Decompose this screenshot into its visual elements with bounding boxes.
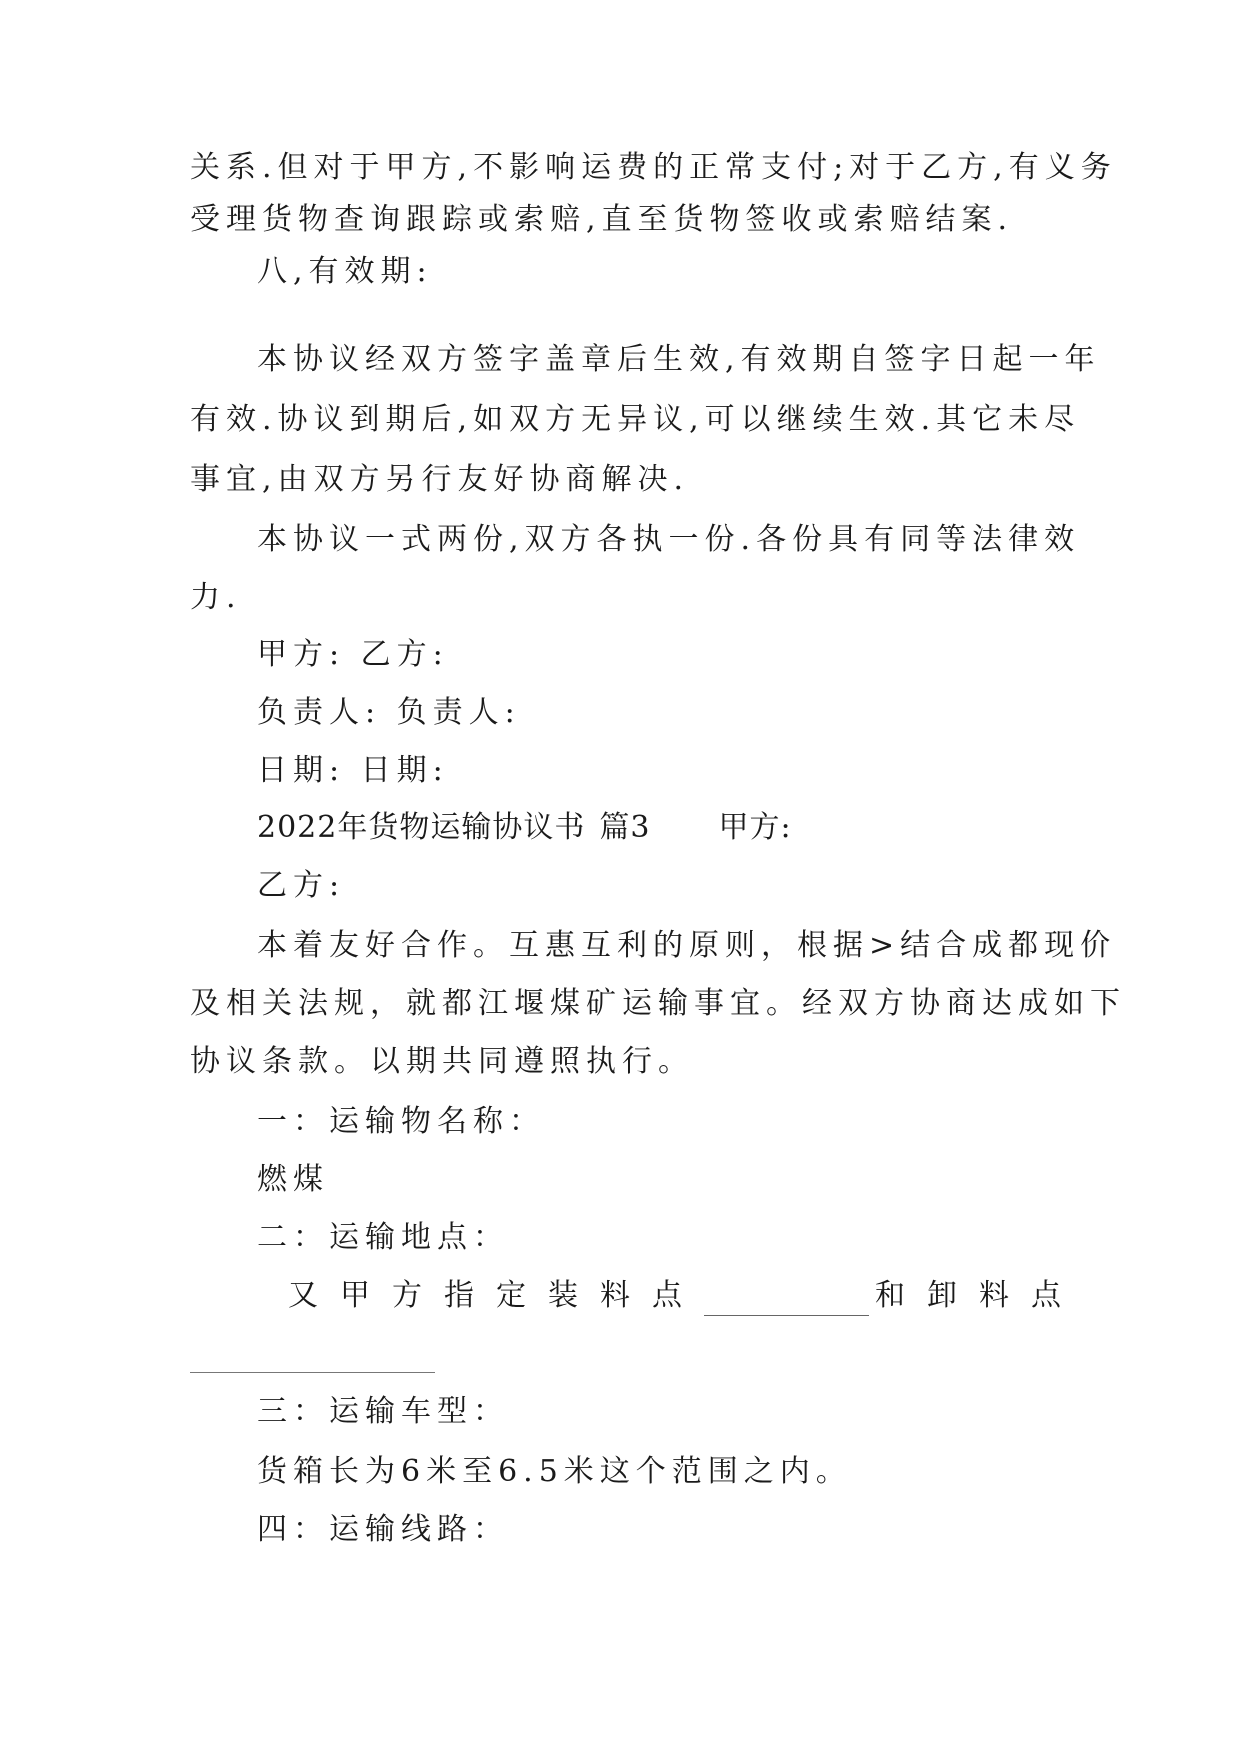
signature-party-line: 甲方: 乙方: [257,637,449,672]
clause-heading: 四：运输线路： [257,1512,509,1547]
clause-value: 燃煤 [257,1162,329,1197]
paragraph-line: 有效.协议到期后,如双方无异议,可以继续生效.其它未尽 [190,402,1081,437]
clause-heading: 二：运输地点： [257,1220,509,1255]
paragraph-line: 协议条款。以期共同遵照执行。 [190,1044,694,1079]
paragraph-line: 力. [190,580,242,615]
paragraph-line: 及相关法规，就都江堰煤矿运输事宜。经双方协商达成如下 [190,986,1126,1021]
load-point-label: 又甲方指定装料点 [288,1278,704,1313]
paragraph-line: 本着友好合作。互惠互利的原则，根据>结合成都现价 [257,928,1117,963]
signature-date-line: 日期: 日期: [257,753,449,788]
clause-value: 货箱长为6米至6.5米这个范围之内。 [257,1454,852,1489]
agreement-heading [257,808,1052,848]
party-a-label: 甲方: [718,810,792,845]
paragraph-line: 本协议一式两份,双方各执一份.各份具有同等法律效 [257,522,1081,557]
paragraph-line: 关系.但对于甲方,不影响运费的正常支付;对于乙方,有义务 [190,150,1117,185]
section-heading: 八,有效期: [257,254,433,289]
load-point-blank [704,1285,869,1316]
party-b-label: 乙方: [257,868,346,903]
paragraph-line: 本协议经双方签字盖章后生效,有效期自签字日起一年 [257,342,1101,377]
signature-responsible-line: 负责人: 负责人: [257,695,521,730]
clause-heading: 一：运输物名称： [257,1104,545,1139]
paragraph-line: 受理货物查询跟踪或索赔,直至货物签收或索赔结案. [190,202,1014,237]
location-line [288,1276,1083,1316]
agreement-title: 2022年货物运输协议书 [257,810,586,845]
unload-point-label: 和卸料点 [875,1278,1083,1313]
clause-heading: 三：运输车型： [257,1394,509,1429]
paragraph-line: 事宜,由双方另行友好协商解决. [190,462,690,497]
agreement-part: 篇3 [599,810,651,845]
unload-point-blank [190,1372,435,1373]
